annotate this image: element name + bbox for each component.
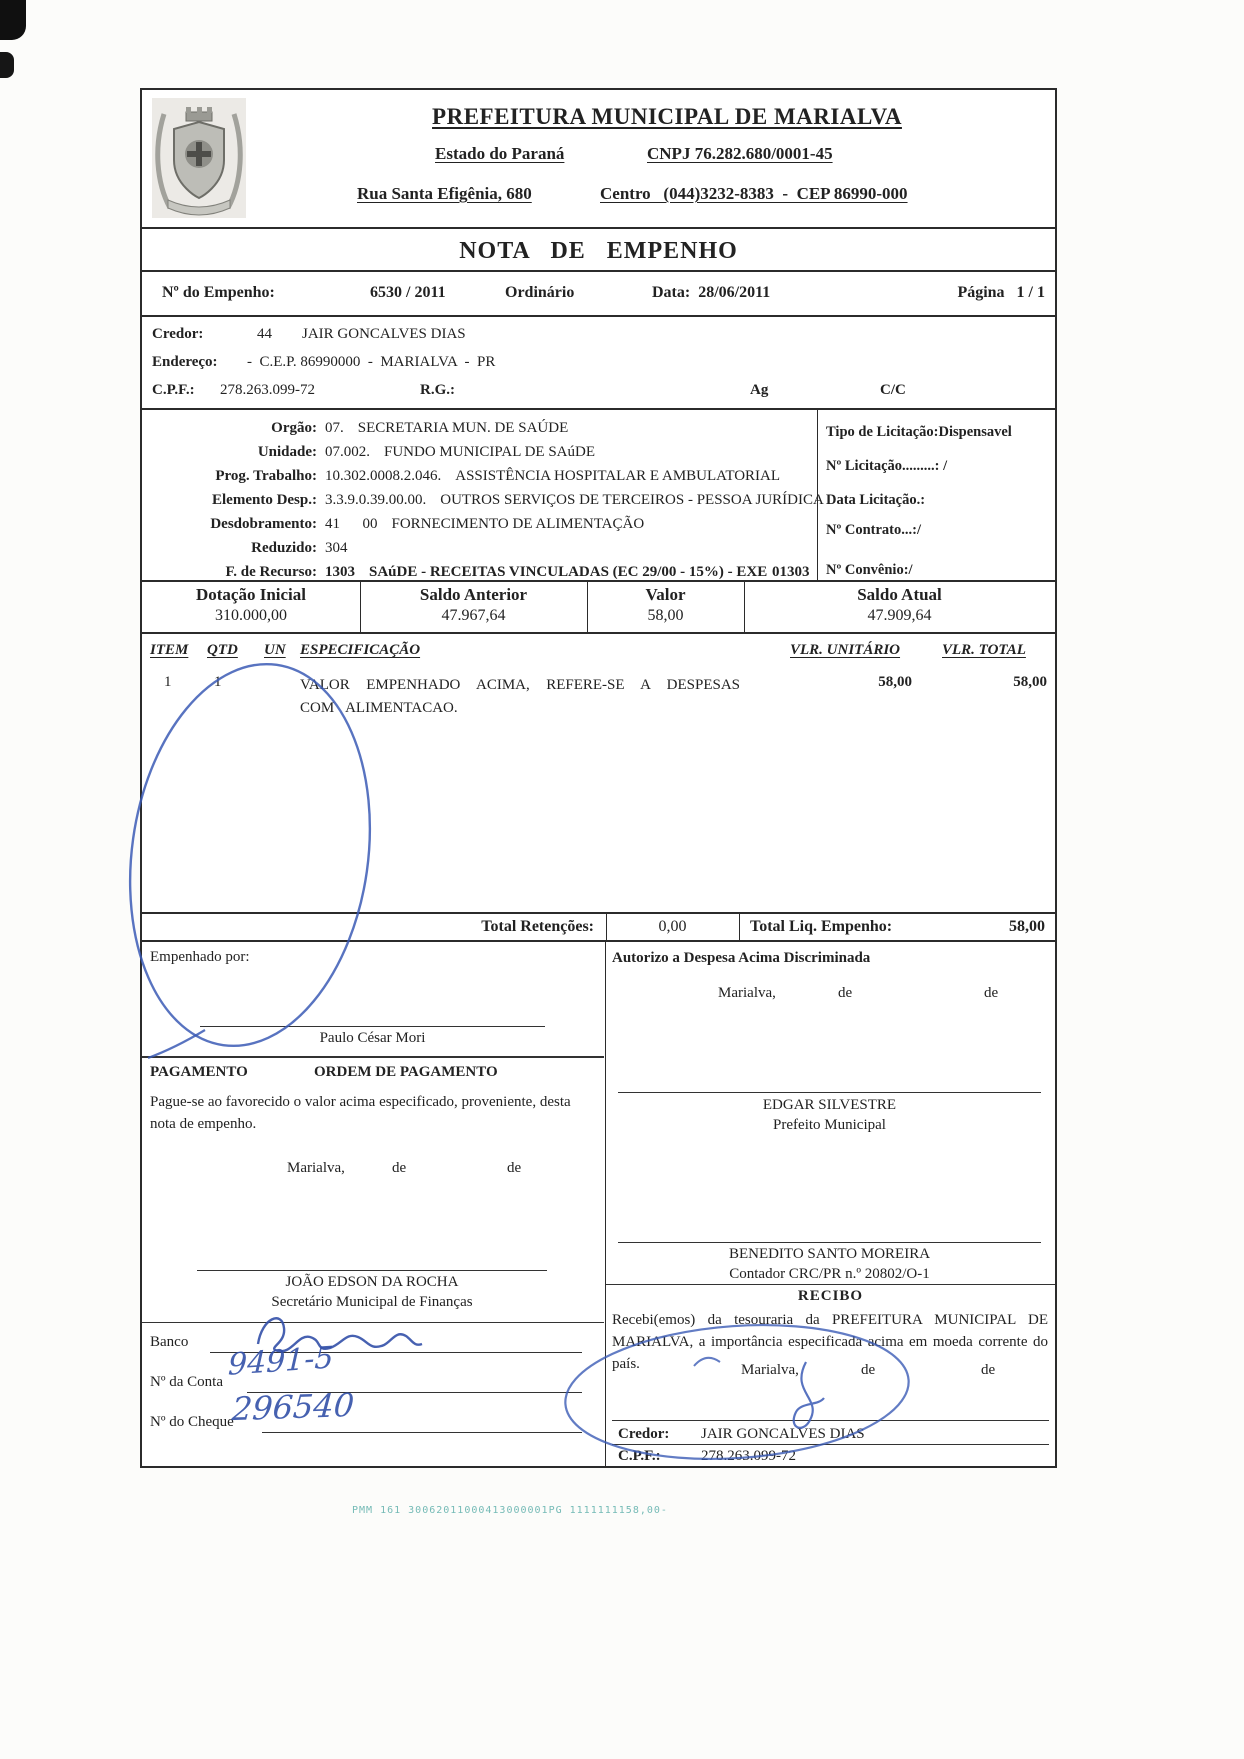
saldo-atual-cell — [744, 582, 1055, 634]
liq-empenho-label: Total Liq. Empenho: — [750, 918, 893, 935]
unidade-row — [142, 444, 814, 461]
fonte-recurso-desc: SAúDE - RECEITAS VINCULADAS (EC 29/00 - 15%) - EXE — [369, 564, 768, 580]
recibo-cpf-label: C.P.F.: — [618, 1448, 661, 1464]
scan-artifact-blob — [0, 52, 14, 78]
saldo-anterior-value: 47.967,64 — [441, 607, 506, 624]
empenho-number-label: Nº do Empenho: — [162, 284, 275, 301]
credor-code: 44 — [257, 326, 272, 342]
autorizo-de1: de — [838, 985, 853, 1001]
right-column — [606, 942, 1055, 1466]
col-unitario-header: VLR. UNITÁRIO — [790, 642, 901, 658]
recibo-credor-label: Credor: — [618, 1426, 670, 1442]
fonte-recurso-label: F. de Recurso: — [225, 564, 317, 580]
empenhado-signer-name: Paulo César Mori — [319, 1030, 426, 1046]
col-total-header: VLR. TOTAL — [942, 642, 1026, 658]
retencoes-value: 0,00 — [658, 918, 687, 935]
page-title — [352, 104, 982, 130]
left-divider — [142, 1056, 604, 1058]
prog-trabalho-desc: ASSISTÊNCIA HOSPITALAR E AMBULATORIAL — [455, 468, 781, 484]
empenho-date: Data: 28/06/2011 — [652, 284, 771, 301]
municipality-title: PREFEITURA MUNICIPAL DE MARIALVA — [432, 104, 902, 129]
elemento-desp-desc: OUTROS SERVIÇOS DE TERCEIROS - PESSOA JURÍDICA — [440, 492, 824, 508]
elemento-desp-label: Elemento Desp.: — [212, 492, 317, 508]
rg-label: R.G.: — [420, 382, 455, 398]
empenho-number-row — [142, 272, 1055, 317]
item-unitario: 58,00 — [878, 674, 912, 690]
endereco-value: - C.E.P. 86990000 - MARIALVA - PR — [247, 354, 496, 370]
desdobramento-label: Desdobramento: — [210, 516, 317, 532]
contador-title: Contador CRC/PR n.º 20802/O-1 — [729, 1266, 930, 1282]
cc-label: C/C — [880, 382, 906, 398]
saldo-anterior-cell — [360, 582, 587, 634]
valor-cell — [587, 582, 744, 634]
banco-label: Banco — [150, 1334, 189, 1350]
num-convenio: Nº Convênio:/ — [826, 562, 913, 578]
doc-title-bar — [142, 227, 1055, 272]
left-column — [142, 942, 606, 1466]
orgao-code: 07. — [325, 420, 344, 436]
empenho-type: Ordinário — [505, 284, 575, 301]
recibo-text: Recebi(emos) da tesouraria da PREFEITURA MUNICIPAL DE MARIALVA, a importância especificada acima em moeda corrente do país. — [612, 1312, 1048, 1372]
empenho-number-value: 6530 / 2011 — [370, 284, 446, 301]
scan-artifact-blob — [0, 0, 26, 40]
autorizo-city: Marialva, — [718, 985, 776, 1001]
cheque-line — [262, 1432, 582, 1433]
secretario-title: Secretário Municipal de Finanças — [271, 1294, 473, 1310]
orgao-label: Orgão: — [271, 420, 317, 436]
secretario-name: JOÃO EDSON DA ROCHA — [285, 1274, 459, 1290]
conta-label: Nº da Conta — [150, 1374, 223, 1390]
recibo-credor-name: JAIR GONCALVES DIAS — [701, 1426, 865, 1442]
desdobramento-desc: FORNECIMENTO DE ALIMENTAÇÃO — [391, 516, 645, 532]
valor-value: 58,00 — [647, 607, 684, 624]
dotacao-inicial-label: Dotação Inicial — [195, 585, 307, 604]
credor-name: JAIR GONCALVES DIAS — [302, 326, 466, 342]
cheque-label: Nº do Cheque — [150, 1414, 234, 1430]
totais-divider — [739, 914, 740, 942]
tipo-licitacao: Tipo de Licitação:Dispensavel — [826, 424, 1012, 440]
prog-trabalho-row — [142, 468, 814, 485]
saldo-atual-value: 47.909,64 — [867, 607, 932, 624]
recibo-credor-line — [612, 1420, 1049, 1421]
valores-block — [142, 582, 1055, 634]
coat-of-arms-logo — [150, 96, 248, 220]
secretario-signature-line — [197, 1270, 547, 1271]
contador-name: BENEDITO SANTO MOREIRA — [728, 1246, 931, 1262]
cpf-value: 278.263.099-72 — [220, 382, 315, 398]
city-line-city: Marialva, — [287, 1160, 345, 1176]
prefeito-title: Prefeito Municipal — [773, 1117, 886, 1133]
orgao-row — [142, 420, 814, 437]
autorizo-de2: de — [984, 985, 999, 1001]
unidade-label: Unidade: — [257, 444, 317, 460]
cpf-label: C.P.F.: — [152, 382, 195, 398]
item-number: 1 — [164, 674, 172, 690]
num-licitacao: Nº Licitação.........: / — [826, 458, 948, 474]
doc-title: NOTA DE EMPENHO — [459, 238, 738, 264]
page-indicator: Página 1 / 1 — [957, 284, 1045, 301]
cnpj-label: CNPJ 76.282.680/0001-45 — [647, 144, 833, 163]
elemento-desp-code: 3.3.9.0.39.00.00. — [325, 492, 427, 508]
dotacao-inicial-value: 310.000,00 — [215, 607, 287, 624]
city-line-de1: de — [392, 1160, 407, 1176]
saldo-atual-label: Saldo Atual — [857, 585, 942, 604]
dotmatrix-footer-text: PMM 161 30062011000413000001PG 1111111158,00- — [352, 1505, 668, 1516]
reduzido-row — [142, 540, 814, 557]
col-un-header: UN — [264, 642, 286, 658]
endereco-label: Endereço: — [152, 354, 218, 370]
recibo-de2: de — [981, 1362, 996, 1378]
district-phone-cep-label: Centro (044)3232-8383 - CEP 86990-000 — [600, 184, 908, 203]
num-contrato: Nº Contrato...:/ — [826, 522, 921, 538]
dotacao-inicial-cell — [142, 582, 360, 634]
recibo-cpf-value: 278.263.099-72 — [701, 1448, 796, 1464]
retencoes-label: Total Retenções: — [481, 918, 594, 935]
left-divider-2 — [142, 1322, 604, 1323]
nota-empenho-form — [140, 88, 1057, 1468]
conta-handwriting: 9491-5 — [227, 1340, 335, 1383]
data-licitacao: Data Licitação.: — [826, 492, 926, 508]
empenhado-por-label: Empenhado por: — [150, 949, 250, 965]
elemento-desp-row — [142, 492, 824, 509]
unidade-code: 07.002. — [325, 444, 370, 460]
col-espec-header: ESPECIFICAÇÃO — [300, 642, 421, 658]
recibo-divider — [606, 1284, 1055, 1285]
fonte-recurso-extra: 01303 — [772, 564, 810, 580]
credor-block — [142, 317, 1055, 410]
saldo-anterior-label: Saldo Anterior — [419, 585, 528, 604]
item-total: 58,00 — [1013, 674, 1047, 690]
totais-row — [142, 912, 1055, 942]
prefeito-signature-line — [618, 1092, 1041, 1093]
empenhado-signature-line — [200, 1026, 545, 1027]
autorizo-text: Autorizo a Despesa Acima Discriminada — [612, 950, 871, 966]
letterhead — [142, 90, 1055, 227]
signatures-area — [142, 942, 1055, 1466]
ordem-pagamento-title: ORDEM DE PAGAMENTO — [314, 1064, 498, 1080]
recibo-de1: de — [861, 1362, 876, 1378]
pagamento-text: Pague-se ao favorecido o valor acima especificado, proveniente, desta nota de empenho. — [150, 1094, 571, 1132]
item-espec: VALOR EMPENHADO ACIMA, REFERE-SE A DESPESAS COM ALIMENTACAO. — [300, 677, 740, 717]
prog-trabalho-label: Prog. Trabalho: — [215, 468, 317, 484]
licitacao-divider — [817, 410, 818, 582]
pagamento-title: PAGAMENTO — [150, 1064, 248, 1080]
recibo-city: Marialva, — [741, 1362, 799, 1378]
desdobramento-row — [142, 516, 814, 533]
city-line-de2: de — [507, 1160, 522, 1176]
itens-table — [142, 634, 1055, 912]
prog-trabalho-code: 10.302.0008.2.046. — [325, 468, 442, 484]
reduzido-label: Reduzido: — [251, 540, 317, 556]
col-item-header: ITEM — [150, 642, 189, 658]
orgao-block — [142, 410, 1055, 582]
orgao-desc: SECRETARIA MUN. DE SAÚDE — [357, 420, 569, 436]
ag-label: Ag — [750, 382, 769, 398]
col-qtd-header: QTD — [207, 642, 238, 658]
state-label: Estado do Paraná — [435, 144, 565, 163]
recibo-cpf-line — [612, 1444, 1049, 1445]
recibo-title: RECIBO — [797, 1288, 864, 1304]
credor-label: Credor: — [152, 326, 204, 342]
cheque-handwriting: 296540 — [230, 1385, 356, 1429]
fonte-recurso-row — [142, 564, 814, 581]
address-label: Rua Santa Efigênia, 680 — [357, 184, 532, 203]
prefeito-name: EDGAR SILVESTRE — [762, 1097, 897, 1113]
item-qtd: 1 — [214, 674, 222, 690]
fonte-recurso-code: 1303 — [325, 564, 355, 580]
unidade-desc: FUNDO MUNICIPAL DE SAúDE — [384, 444, 595, 460]
desdobramento-code: 41 00 — [325, 516, 378, 532]
contador-signature-line — [618, 1242, 1041, 1243]
liq-empenho-value: 58,00 — [1009, 918, 1045, 935]
reduzido-code: 304 — [325, 540, 348, 556]
valor-label: Valor — [645, 585, 686, 604]
